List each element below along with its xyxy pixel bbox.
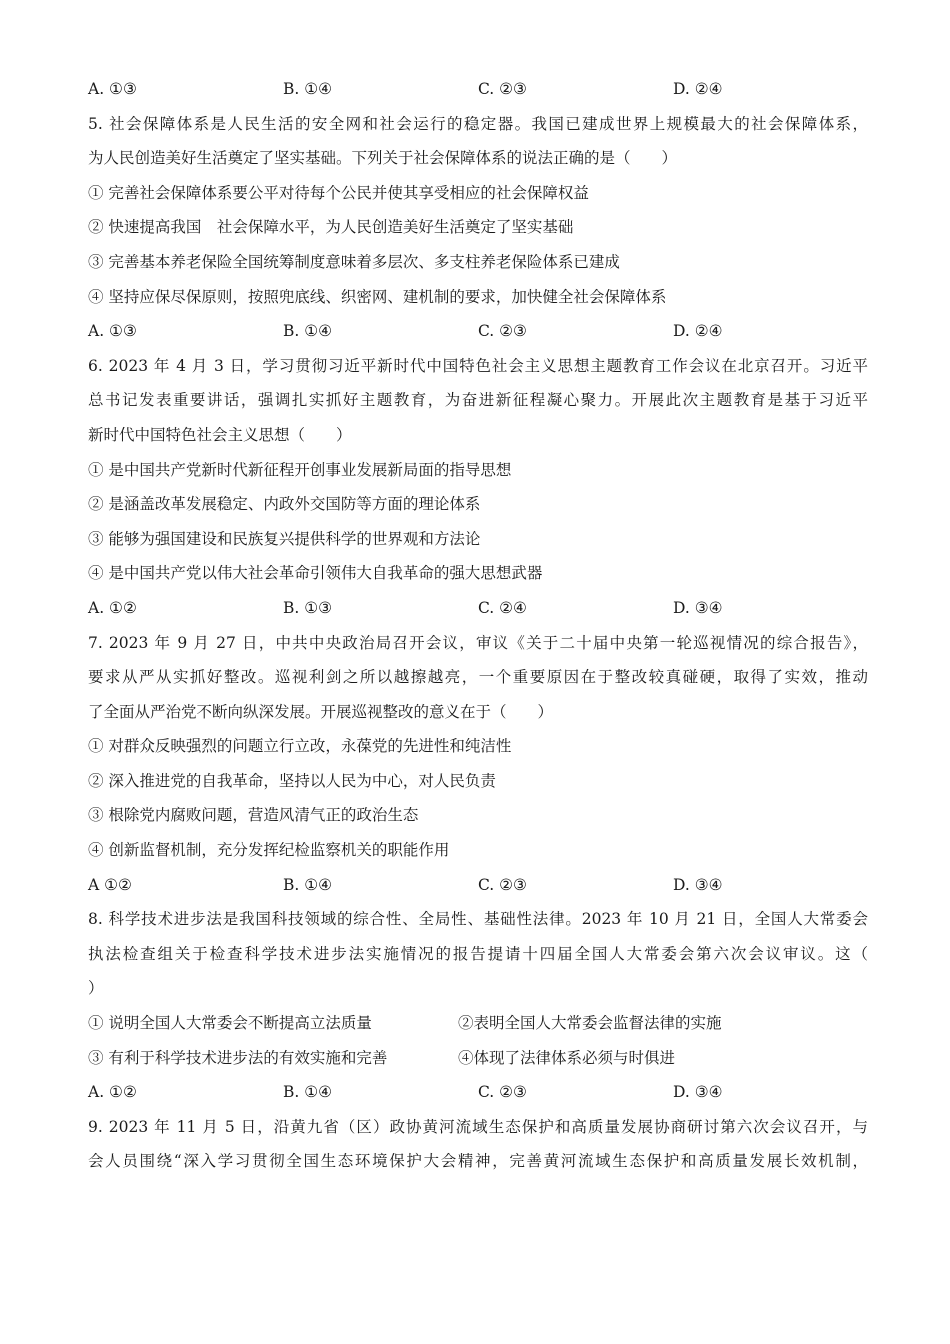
q7-stem-line-1: 7. 2023 年 9 月 27 日，中共中央政治局召开会议，审议《关于二十届中央第一轮巡视情况的综合报告》， bbox=[88, 633, 868, 652]
q8-items-row-1 bbox=[88, 1006, 868, 1041]
q6-stem-line-2: 总书记发表重要讲话，强调扎实抓好主题教育，为奋进新征程凝心聚力。开展此次主题教育是基于习近平 bbox=[88, 391, 868, 410]
q6-stem-line-1: 6. 2023 年 4 月 3 日，学习贯彻习近平新时代中国特色社会主义思想主题教育工作会议在北京召开。习近平 bbox=[88, 356, 868, 375]
q7-option-b[interactable]: B. ①④ bbox=[283, 875, 333, 894]
q6-option-d[interactable]: D. ③④ bbox=[673, 598, 723, 617]
q4-option-c[interactable]: C. ②③ bbox=[478, 80, 527, 98]
q4-option-a[interactable]: A. ①③ bbox=[88, 80, 137, 98]
q6-options bbox=[88, 591, 868, 626]
q7-option-c[interactable]: C. ②③ bbox=[478, 875, 527, 894]
q6-item-3: ③ 能够为强国建设和民族复兴提供科学的世界观和方法论 bbox=[88, 529, 481, 548]
q4-options bbox=[88, 72, 868, 107]
q7-option-d[interactable]: D. ③④ bbox=[673, 875, 723, 894]
q5-option-b[interactable]: B. ①④ bbox=[283, 322, 333, 341]
exam-page bbox=[88, 72, 868, 1179]
q7-item-3: ③ 根除党内腐败问题，营造风清气正的政治生态 bbox=[88, 806, 419, 825]
q5-options bbox=[88, 314, 868, 349]
q8-item-2: ②表明全国人大常委会监督法律的实施 bbox=[458, 1014, 722, 1033]
q5-option-d[interactable]: D. ②④ bbox=[673, 322, 723, 341]
q7-options bbox=[88, 868, 868, 903]
question-7 bbox=[88, 626, 868, 903]
q8-stem-line-2: 执法检查组关于检查科学技术进步法实施情况的报告提请十四届全国人大常委会第六次会议审议。这（ bbox=[88, 944, 868, 963]
question-8 bbox=[88, 902, 868, 1110]
q6-option-a[interactable]: A. ①② bbox=[88, 598, 137, 617]
q4-option-d[interactable]: D. ②④ bbox=[673, 80, 723, 98]
q5-stem-line-2: 为人民创造美好生活奠定了坚实基础。下列关于社会保障体系的说法正确的是（ ） bbox=[88, 149, 678, 168]
q5-item-3: ③ 完善基本养老保险全国统筹制度意味着多层次、多支柱养老保险体系已建成 bbox=[88, 252, 620, 271]
q7-item-1: ① 对群众反映强烈的问题立行立改，永葆党的先进性和纯洁性 bbox=[88, 737, 512, 756]
q6-stem-line-3: 新时代中国特色社会主义思想（ ） bbox=[88, 425, 352, 444]
q8-item-1: ① 说明全国人大常委会不断提高立法质量 bbox=[88, 1014, 372, 1033]
question-5 bbox=[88, 107, 868, 349]
q6-item-1: ① 是中国共产党新时代新征程开创事业发展新局面的指导思想 bbox=[88, 460, 512, 479]
question-9 bbox=[88, 1110, 868, 1179]
question-6 bbox=[88, 349, 868, 626]
q6-option-b[interactable]: B. ①③ bbox=[283, 598, 333, 617]
q8-stem-line-1: 8. 科学技术进步法是我国科技领域的综合性、全局性、基础性法律。2023 年 10 月 21 日，全国人大常委会 bbox=[88, 910, 868, 929]
q8-item-4: ④体现了法律体系必须与时俱进 bbox=[458, 1048, 676, 1067]
q8-option-a[interactable]: A. ①② bbox=[88, 1083, 137, 1102]
q6-item-4: ④ 是中国共产党以伟大社会革命引领伟大自我革命的强大思想武器 bbox=[88, 564, 543, 583]
q5-option-a[interactable]: A. ①③ bbox=[88, 322, 137, 341]
q7-stem-line-3: 了全面从严治党不断向纵深发展。开展巡视整改的意义在于（ ） bbox=[88, 702, 554, 721]
q7-stem-line-2: 要求从严从实抓好整改。巡视利剑之所以越擦越亮，一个重要原因在于整改较真碰硬，取得了实效，推动 bbox=[88, 668, 868, 687]
q8-option-d[interactable]: D. ③④ bbox=[673, 1083, 723, 1102]
q5-stem-line-1: 5. 社会保障体系是人民生活的安全网和社会运行的稳定器。我国已建成世界上规模最大的社会保障体系， bbox=[88, 114, 868, 133]
q8-item-3: ③ 有利于科学技术进步法的有效实施和完善 bbox=[88, 1048, 388, 1067]
q6-option-c[interactable]: C. ②④ bbox=[478, 598, 527, 617]
q7-item-2: ② 深入推进党的自我革命，坚持以人民为中心，对人民负责 bbox=[88, 771, 496, 790]
q8-option-b[interactable]: B. ①④ bbox=[283, 1083, 333, 1102]
q9-stem-line-1: 9. 2023 年 11 月 5 日，沿黄九省（区）政协黄河流域生态保护和高质量发展协商研讨第六次会议召开，与 bbox=[88, 1117, 868, 1136]
q5-item-2: ② 快速提高我国 社会保障水平，为人民创造美好生活奠定了坚实基础 bbox=[88, 218, 574, 237]
q8-option-c[interactable]: C. ②③ bbox=[478, 1083, 527, 1102]
q5-option-c[interactable]: C. ②③ bbox=[478, 322, 527, 341]
q6-item-2: ② 是涵盖改革发展稳定、内政外交国防等方面的理论体系 bbox=[88, 495, 481, 514]
q8-items-row-2 bbox=[88, 1041, 868, 1076]
q5-item-4: ④ 坚持应保尽保原则，按照兜底线、织密网、建机制的要求，加快健全社会保障体系 bbox=[88, 287, 667, 306]
q7-item-4: ④ 创新监督机制，充分发挥纪检监察机关的职能作用 bbox=[88, 841, 450, 860]
q4-option-b[interactable]: B. ①④ bbox=[283, 80, 333, 98]
q7-option-a[interactable]: A ①② bbox=[88, 875, 132, 894]
q8-options bbox=[88, 1075, 868, 1110]
q8-stem-line-3: ） bbox=[88, 979, 104, 998]
q5-item-1: ① 完善社会保障体系要公平对待每个公民并使其享受相应的社会保障权益 bbox=[88, 183, 589, 202]
q9-stem-line-2: 会人员围绕“深入学习贯彻全国生态环境保护大会精神，完善黄河流域生态保护和高质量发展长效机制， bbox=[88, 1152, 868, 1171]
